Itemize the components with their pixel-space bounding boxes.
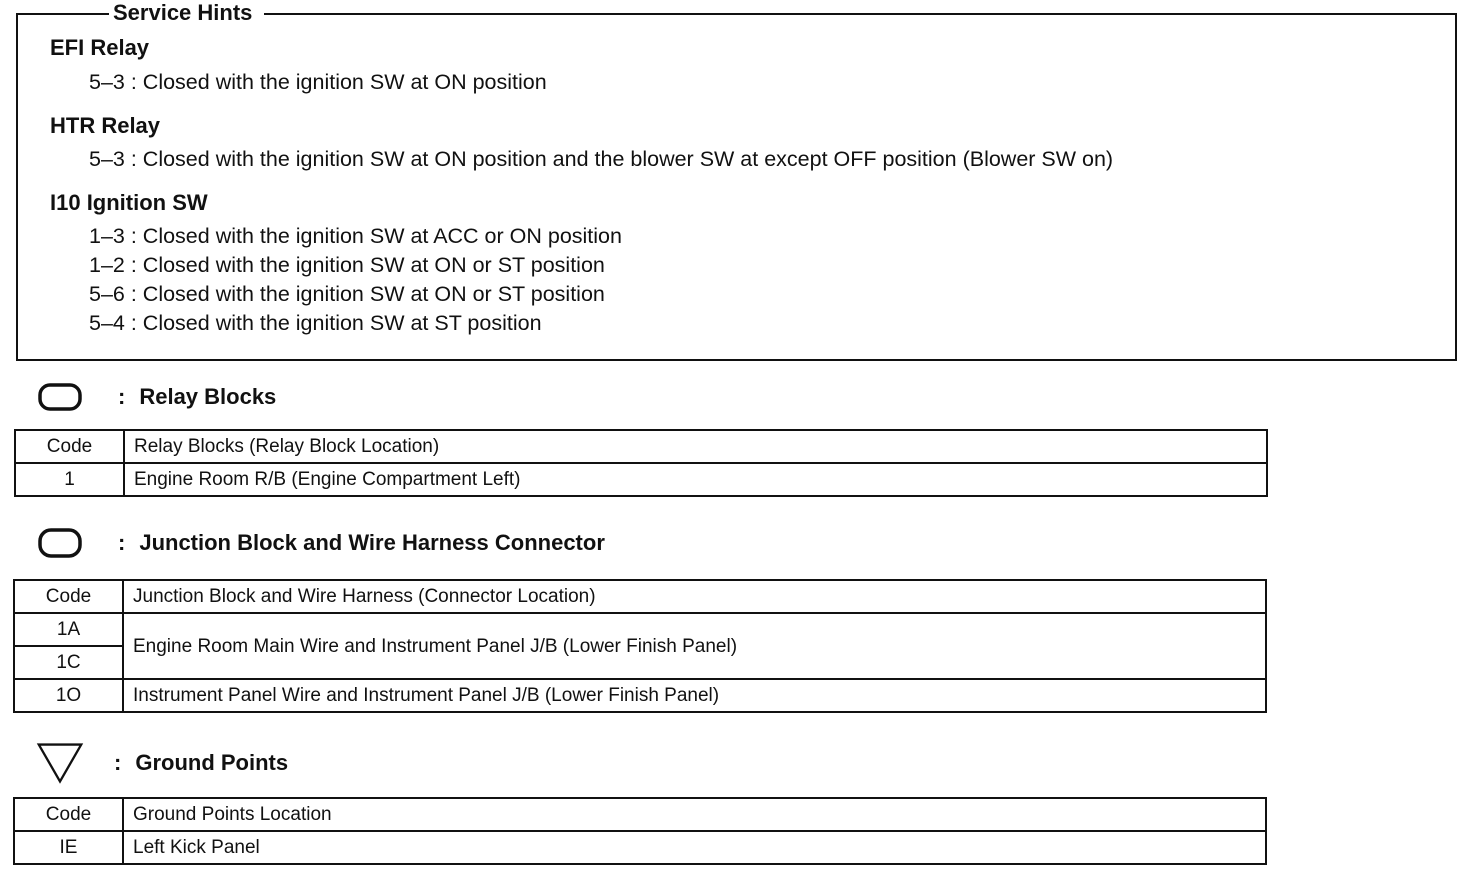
hint-line: 1–3 : Closed with the ignition SW at ACC or ON position bbox=[89, 224, 622, 248]
hint-group-efi-relay bbox=[50, 35, 149, 61]
relay-blocks-table bbox=[14, 429, 1268, 497]
relay-blocks-header bbox=[36, 379, 276, 415]
description-cell: Engine Room Main Wire and Instrument Panel J/B (Lower Finish Panel) bbox=[123, 613, 1266, 679]
table-row bbox=[14, 831, 1266, 864]
code-cell: IE bbox=[14, 831, 123, 864]
junction-blocks-table bbox=[13, 579, 1267, 713]
section-colon: : bbox=[114, 750, 122, 775]
table-header-row bbox=[14, 798, 1266, 831]
junction-blocks-header bbox=[36, 525, 605, 561]
code-cell: 1 bbox=[15, 463, 124, 496]
ground-points-header bbox=[36, 741, 288, 785]
description-cell: Left Kick Panel bbox=[123, 831, 1266, 864]
rounded-rectangle-icon bbox=[36, 525, 84, 561]
hint-line: 1–2 : Closed with the ignition SW at ON or ST position bbox=[89, 253, 605, 277]
hint-line: 5–3 : Closed with the ignition SW at ON position bbox=[89, 70, 547, 94]
description-cell: Instrument Panel Wire and Instrument Panel J/B (Lower Finish Panel) bbox=[123, 679, 1266, 712]
description-header-cell: Ground Points Location bbox=[123, 798, 1266, 831]
description-header-cell: Junction Block and Wire Harness (Connector Location) bbox=[123, 580, 1266, 613]
code-cell: 1O bbox=[14, 679, 123, 712]
hint-line: 5–6 : Closed with the ignition SW at ON or ST position bbox=[89, 282, 605, 306]
table-header-row bbox=[15, 430, 1267, 463]
hint-heading: HTR Relay bbox=[50, 113, 161, 138]
hint-group-htr-relay bbox=[50, 113, 160, 139]
table-row bbox=[14, 613, 1266, 646]
table-row bbox=[15, 463, 1267, 496]
inverted-triangle-icon bbox=[36, 741, 84, 785]
code-cell: 1A bbox=[14, 613, 123, 646]
section-title: Relay Blocks bbox=[139, 384, 277, 409]
description-cell: Engine Room R/B (Engine Compartment Left) bbox=[124, 463, 1267, 496]
service-hints-title: Service Hints bbox=[109, 0, 264, 26]
table-row bbox=[14, 679, 1266, 712]
code-cell: 1C bbox=[14, 646, 123, 679]
section-title: Junction Block and Wire Harness Connector bbox=[139, 530, 605, 555]
hint-heading: EFI Relay bbox=[50, 35, 150, 60]
code-header-cell: Code bbox=[14, 798, 123, 831]
code-header-cell: Code bbox=[15, 430, 124, 463]
hint-line: 5–3 : Closed with the ignition SW at ON position and the blower SW at except OFF position (Blower SW on) bbox=[89, 147, 1114, 171]
hint-heading: I10 Ignition SW bbox=[50, 190, 208, 215]
section-colon: : bbox=[118, 530, 126, 555]
section-colon: : bbox=[118, 384, 126, 409]
description-header-cell: Relay Blocks (Relay Block Location) bbox=[124, 430, 1267, 463]
code-header-cell: Code bbox=[14, 580, 123, 613]
hint-line: 5–4 : Closed with the ignition SW at ST position bbox=[89, 311, 542, 335]
section-title: Ground Points bbox=[135, 750, 289, 775]
ground-points-table bbox=[13, 797, 1267, 865]
rounded-rectangle-icon bbox=[36, 379, 84, 415]
hint-group-ignition-sw bbox=[50, 190, 208, 216]
service-hints-box bbox=[16, 0, 1457, 361]
table-header-row bbox=[14, 580, 1266, 613]
